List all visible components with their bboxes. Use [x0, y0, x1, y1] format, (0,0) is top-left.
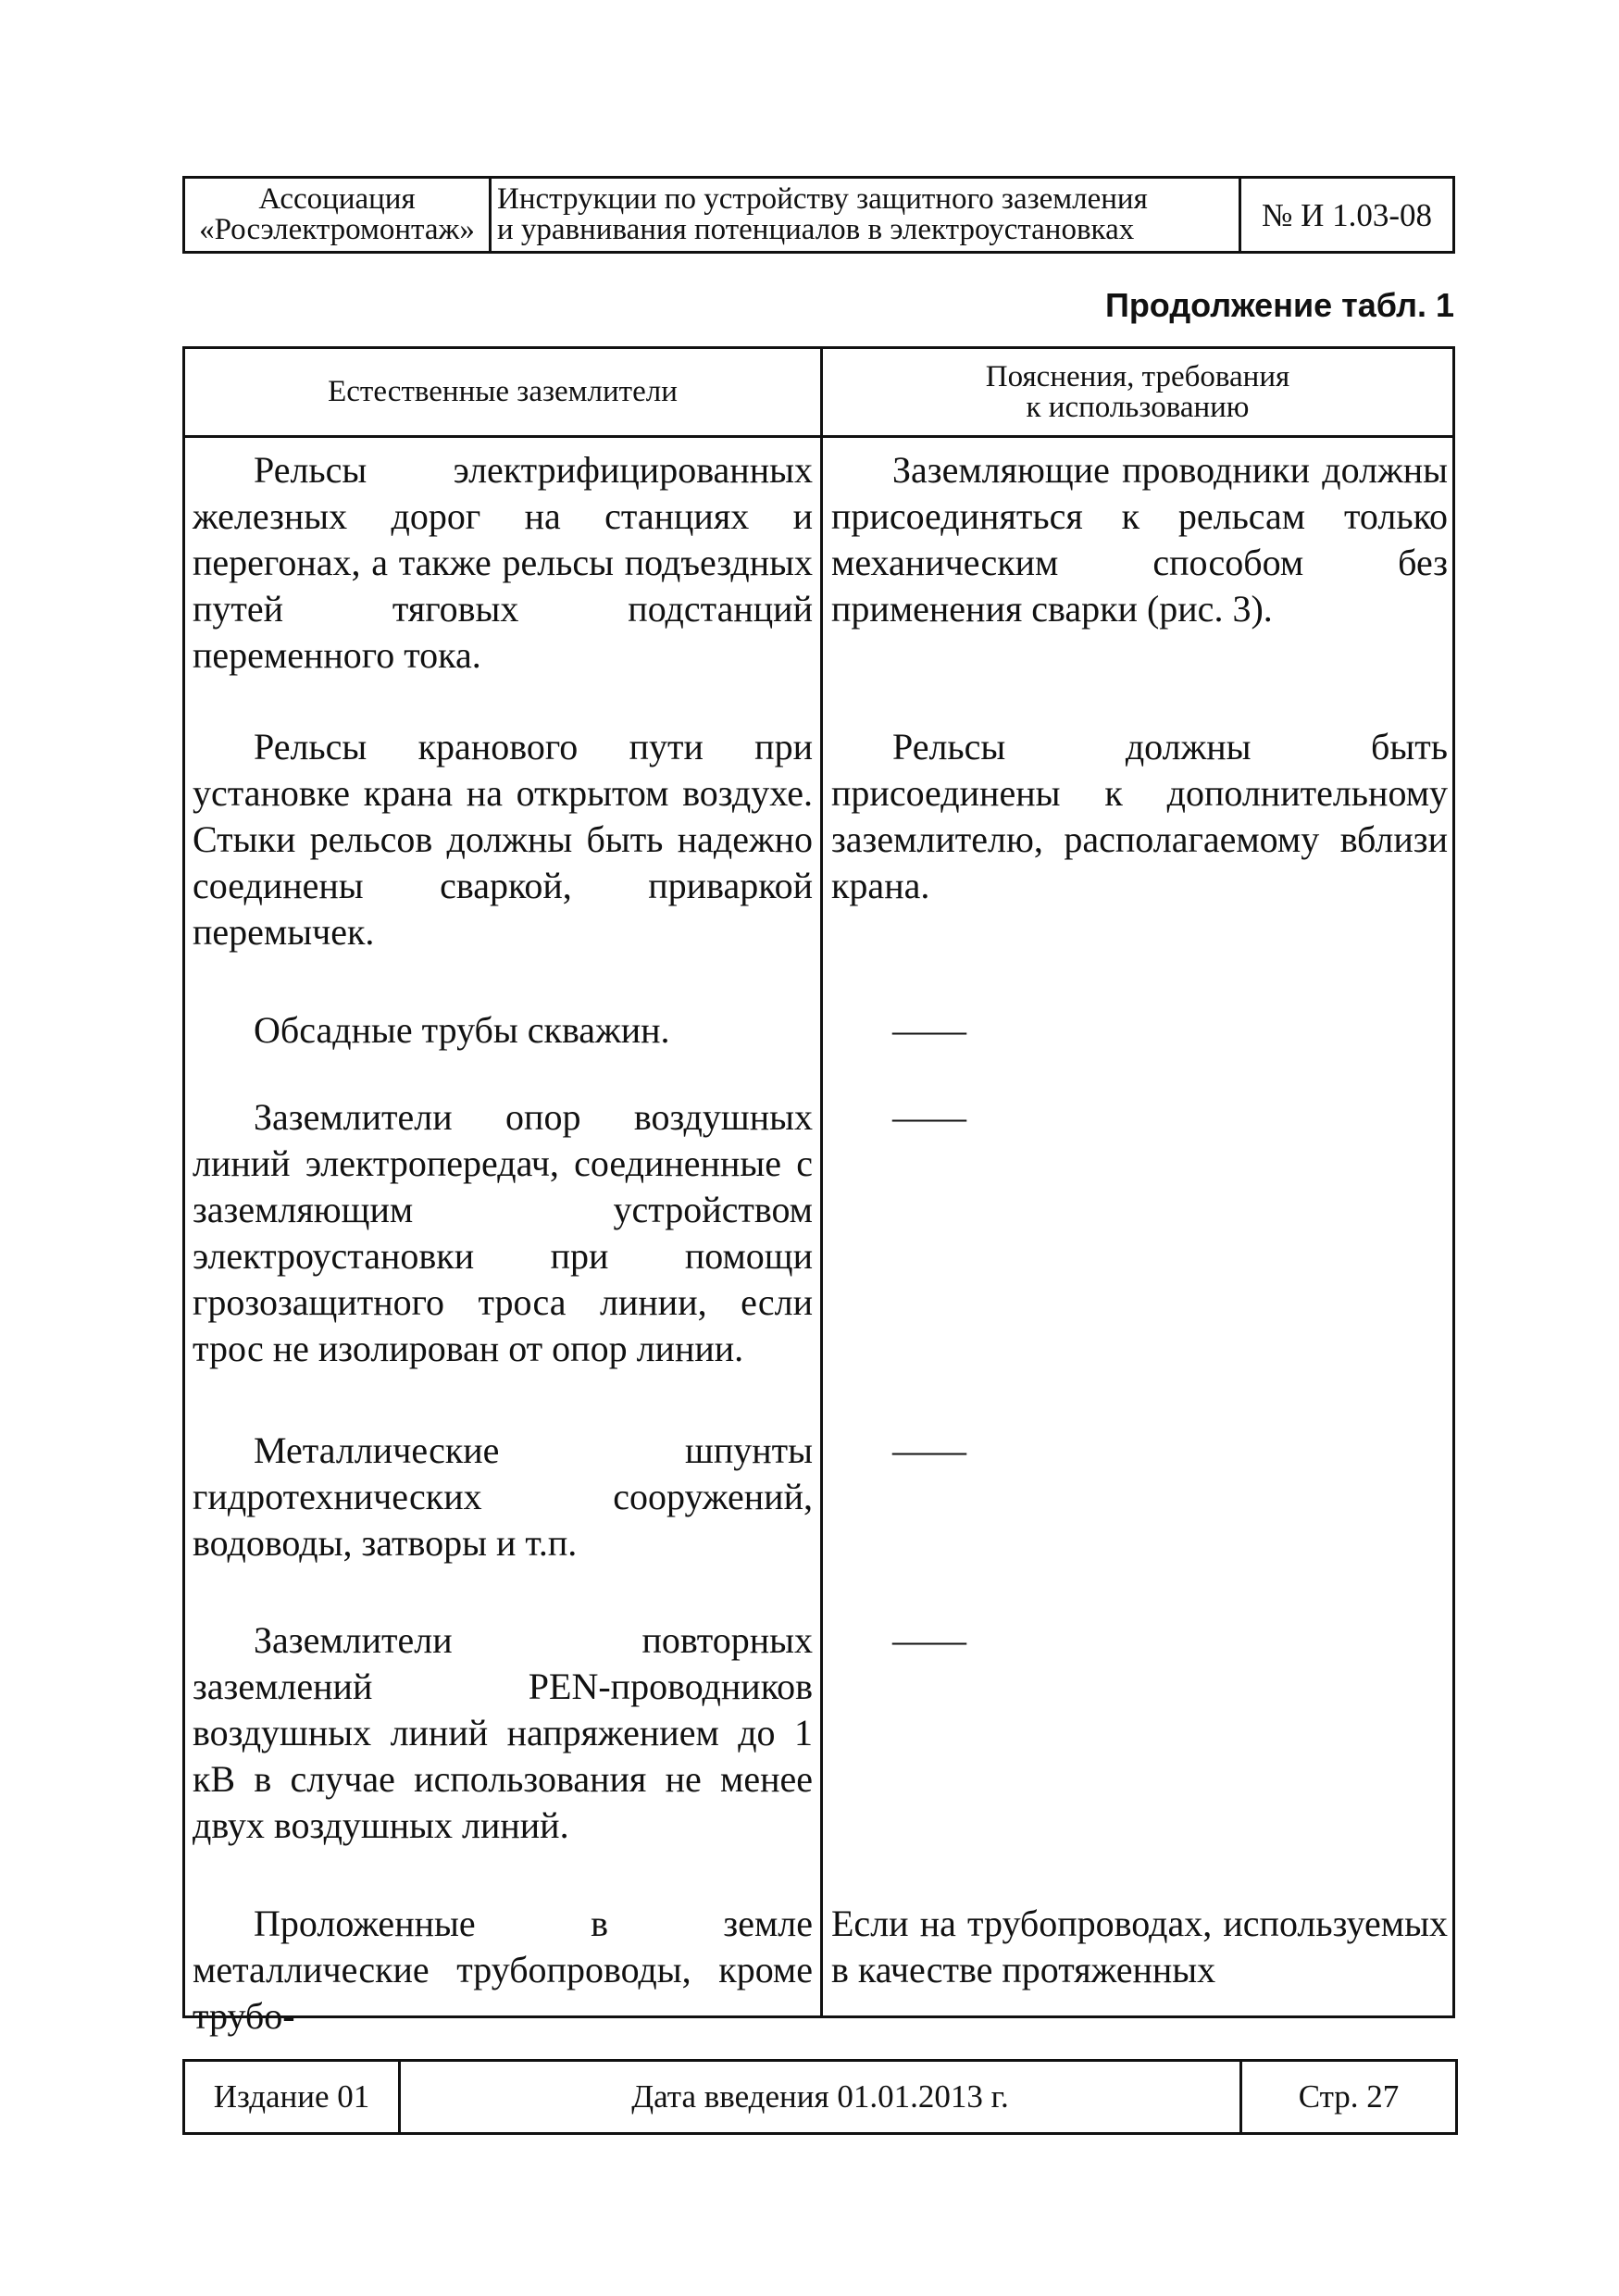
page-number: Стр. 27 — [1241, 2061, 1457, 2134]
table-row-5-note: —— — [892, 1429, 966, 1471]
column-header-notes-line-1: Пояснения, требования — [985, 359, 1290, 393]
table-row-5-electrode: Металлические шпунты гидротехнических сооружений, водоводы, затворы и т.п. — [193, 1429, 813, 1564]
effective-date: Дата введения 01.01.2013 г. — [400, 2061, 1241, 2134]
column-header-notes — [823, 349, 1452, 435]
table-row-4-electrode: Заземлители опор воздушных линий электропередач, соединенные с заземляющим устройством электроустановки при помощи грозозащитного троса линии, если трос не изолирован от опор линии. — [193, 1096, 813, 1369]
column-divider — [820, 349, 823, 2015]
document-footer — [182, 2059, 1458, 2135]
table-row-7-electrode: Проложенные в земле металлические трубопроводы, кроме трубо- — [193, 1903, 813, 2037]
table-row-7-note: Если на трубопроводах, используемых в качестве протяженных — [831, 1903, 1448, 1990]
organization-line-1: Ассоциация — [258, 182, 416, 216]
document-number: № И 1.03-08 — [1240, 178, 1454, 253]
table-row-1-electrode: Рельсы электрифицированных железных дорог на станциях и перегонах, а также рельсы подъездных путей тяговых подстанций переменного тока. — [193, 449, 813, 676]
table-row-3-electrode: Обсадные трубы скважин. — [254, 1009, 670, 1051]
organization-cell — [184, 178, 491, 253]
natural-grounding-table — [182, 346, 1455, 2037]
column-header-notes-line-2: к использованию — [1026, 390, 1250, 424]
table-row-4-note: —— — [892, 1096, 966, 1138]
table-row-6-note: —— — [892, 1619, 966, 1661]
document-title-cell — [491, 178, 1240, 253]
table-row-3-note: —— — [892, 1009, 966, 1051]
document-title-line-2: и уравнивания потенциалов в электроустановках — [497, 213, 1135, 246]
table-row-6-electrode: Заземлители повторных заземлений PEN-проводников воздушных линий напряжением до 1 кВ в случае использования не менее двух воздушных линий. — [193, 1619, 813, 1846]
document-header — [182, 176, 1455, 254]
document-title-line-1: Инструкции по устройству защитного заземления — [497, 182, 1148, 216]
edition-label: Издание 01 — [184, 2061, 400, 2134]
header-divider — [185, 435, 1452, 438]
table-row-2-note: Рельсы должны быть присоединены к дополнительному заземлителю, располагаемому вблизи крана. — [831, 726, 1448, 906]
table-continuation-label: Продолжение табл. 1 — [1104, 286, 1454, 324]
organization-line-2: «Росэлектромонтаж» — [199, 213, 475, 246]
column-header-natural-electrodes: Естественные заземлители — [328, 375, 678, 408]
table-row-2-electrode: Рельсы кранового пути при установке крана на открытом воздухе. Стыки рельсов должны быть надежно соединены сваркой, приваркой перемычек. — [193, 726, 813, 953]
table-row-1-note: Заземляющие проводники должны присоединяться к рельсам только механическим способом без применения сварки (рис. 3). — [831, 449, 1448, 630]
